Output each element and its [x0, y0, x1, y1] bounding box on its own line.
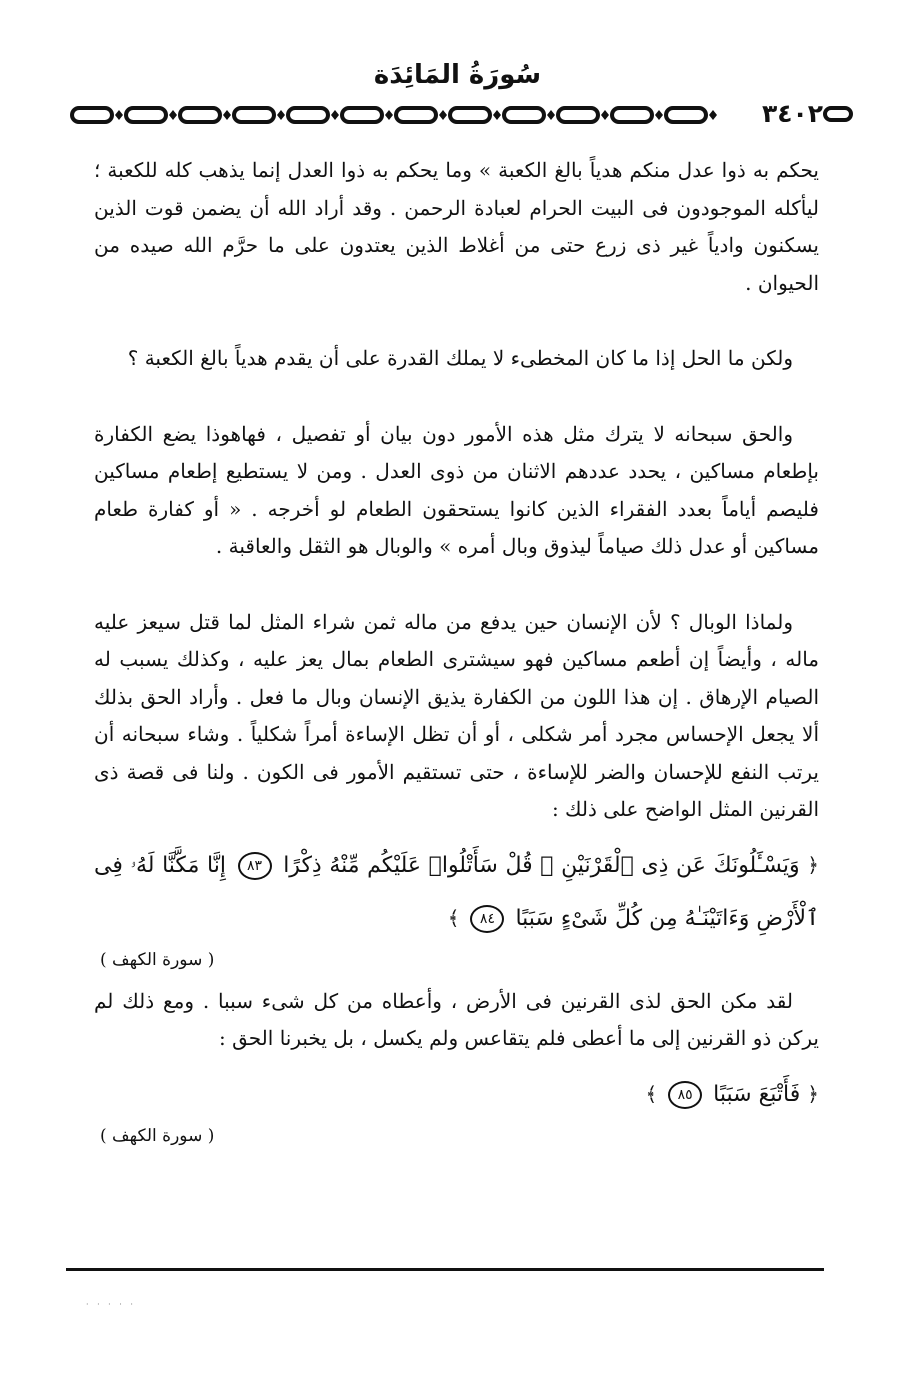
verse-source: ( سورة الكهف ) — [100, 1125, 215, 1146]
paragraph: ولكن ما الحل إذا ما كان المخطىء لا يملك القدرة على أن يقدم هدياً بالغ الكعبة ؟ — [127, 346, 793, 370]
verse-text: إِنَّا مَكَّنَّا لَهُۥ فِى ٱلْأَرْضِ وَءَاتَيْنَـٰهُ مِن كُلِّ شَىْءٍ سَبَبًا — [94, 852, 819, 931]
paragraph: يحكم به ذوا عدل منكم هدياً بالغ الكعبة » وما يحكم به ذوا العدل إنما يذهب كله للكعبة ؛ ليأكله الموجودون فى البيت الحرام لعبادة الرحمن . وقد أراد الله أن يضمن قوت الذين يسكنون وادياً غير ذى زرع حتى من أغلاط الذين يعتدون على ما حرَّم الله صيده من الحيوان . — [94, 158, 819, 295]
verse-source: ( سورة الكهف ) — [100, 949, 215, 970]
decorative-chain-border — [70, 102, 730, 128]
page-body — [94, 152, 819, 1159]
page-number-ornament — [823, 104, 855, 124]
verse-text: وَيَسْـَٔلُونَكَ عَن ذِى ٱلْقَرْنَيْنِ ۖ قُلْ سَأَتْلُوا۟ عَلَيْكُم مِّنْهُ ذِكْرًا — [283, 852, 800, 878]
verse-number-badge: ٨٥ — [668, 1081, 702, 1109]
quran-verse — [94, 1068, 819, 1121]
paragraph: لقد مكن الحق لذى القرنين فى الأرض ، وأعطاه من كل شىء سببا . ومع ذلك لم يركن ذو القرنين إلى ما أعطى فلم يتقاعس ولم يكسل ، بل يخبرنا الحق : — [94, 988, 819, 1050]
quran-verse — [94, 839, 819, 945]
verse-number-badge: ٨٤ — [470, 905, 504, 933]
verse-number-badge: ٨٣ — [238, 852, 272, 880]
scan-artifact: · · · · · — [86, 1300, 136, 1309]
verse-open-bracket: ﴿ — [807, 1081, 819, 1106]
verse-close-bracket: ﴾ — [447, 905, 460, 930]
paragraph: ولماذا الوبال ؟ لأن الإنسان حين يدفع من ماله ثمن شراء المثل لما قتل سيعز عليه ماله ، وأيضاً إن أطعم مساكين فهو سيشترى الطعام بمال يعز عليه ، وكذلك يسبب له الصيام الإرهاق . إن هذا اللون من الكفارة يذيق الإنسان وبال ما فعل . وأراد الحق بذلك ألا يجعل الإحساس مجرد أمر شكلى ، أو أن تظل الإساءة أمراً شكلياً . وشاء سبحانه أن يرتب النفع للإحسان والضر للإساءة ، حتى تستقيم الأمور فى الكون . ولنا فى قصة ذى القرنين المثل الواضح على ذلك : — [94, 609, 819, 821]
surah-title: سُورَةُ المَائِدَة — [373, 60, 542, 90]
verse-text: فَأَتْبَعَ سَبَبًا — [713, 1081, 801, 1107]
paragraph: والحق سبحانه لا يترك مثل هذه الأمور دون بيان أو تفصيل ، فهاهوذا يضع الكفارة بإطعام مساكين ، يحدد عددهم الاثنان من ذوى العدل . ومن لا يستطيع إطعام مساكين فليصم أياماً بعدد الفقراء الذين كانوا يستحقون الطعام لو أخرجه . « أو كفارة طعام مساكين أو عدل ذلك صياماً ليذوق وبال أمره » والوبال هو الثقل والعاقبة . — [94, 421, 819, 558]
footer-rule — [66, 1268, 824, 1271]
page-number: ٣٤٠٢ — [761, 99, 823, 128]
verse-close-bracket: ﴾ — [645, 1081, 658, 1106]
verse-open-bracket: ﴿ — [807, 852, 819, 877]
